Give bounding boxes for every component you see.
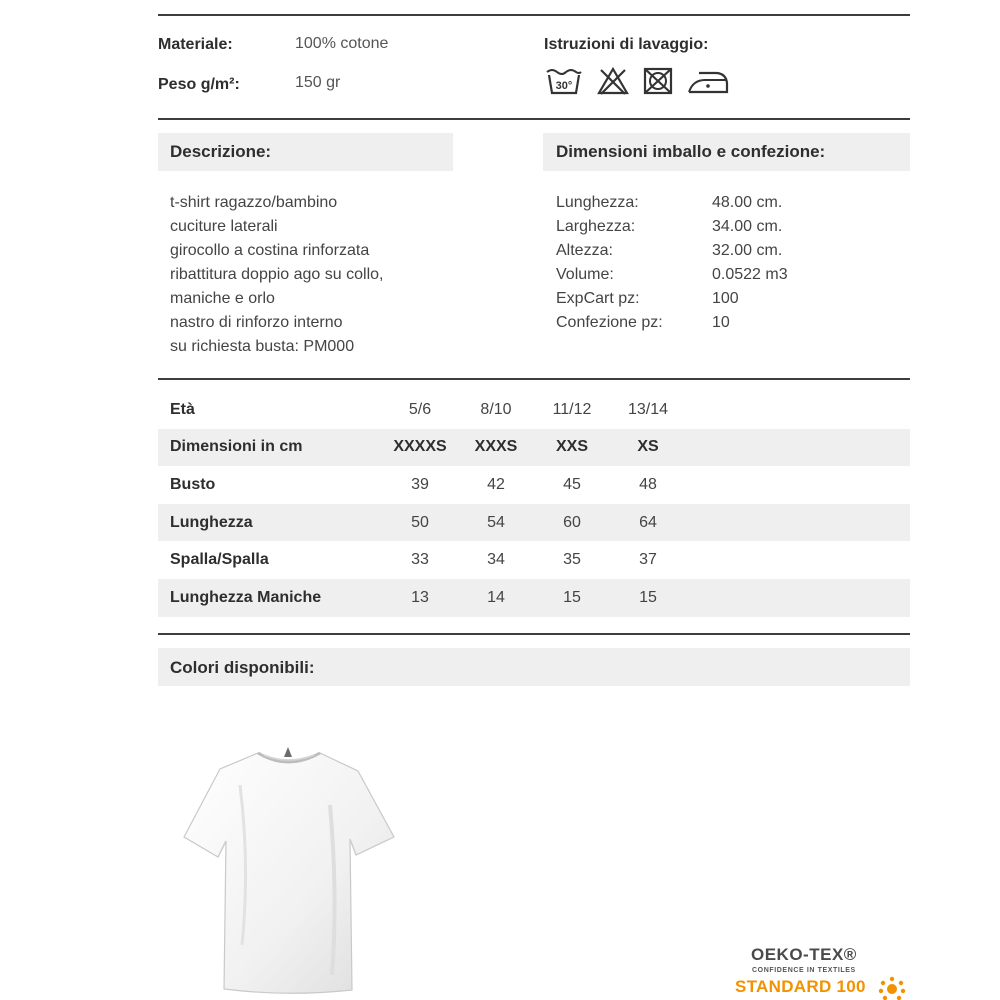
table-row-sizes	[158, 429, 910, 467]
packaging-value: 10	[712, 314, 730, 331]
table-cell: 45	[563, 475, 581, 493]
row-label: Busto	[170, 475, 216, 493]
table-cell: 15	[563, 588, 581, 606]
table-cell: 14	[487, 588, 505, 606]
wash-30-icon	[544, 66, 584, 96]
table-cell: 35	[563, 551, 581, 569]
packaging-label: Lunghezza:	[556, 194, 639, 211]
iron-low-icon	[687, 66, 729, 96]
row-label: Lunghezza	[170, 513, 253, 531]
oeko-tex-tagline: CONFIDENCE IN TEXTILES	[752, 967, 856, 974]
row-label: Spalla/Spalla	[170, 551, 269, 569]
white-tshirt-image	[180, 745, 398, 995]
packaging-value: 34.00 cm.	[712, 218, 783, 235]
packaging-label: Confezione pz:	[556, 314, 663, 331]
packaging-row	[556, 191, 788, 215]
table-cell: 8/10	[480, 400, 512, 418]
table-cell: 37	[639, 551, 657, 569]
wash-instructions-title: Istruzioni di lavaggio:	[544, 36, 709, 53]
packaging-value: 0.0522 m3	[712, 266, 788, 283]
description-line: cuciture laterali	[170, 218, 278, 235]
colors-title: Colori disponibili:	[170, 658, 315, 677]
section-divider	[158, 378, 910, 380]
row-label: Lunghezza Maniche	[170, 588, 322, 606]
packaging-title: Dimensioni imballo e confezione:	[556, 142, 826, 161]
description-line: maniche e orlo	[170, 290, 275, 307]
packaging-label: ExpCart pz:	[556, 290, 640, 307]
description-line: t-shirt ragazzo/bambino	[170, 194, 338, 211]
packaging-row	[556, 263, 788, 287]
table-cell: 33	[411, 551, 429, 569]
oeko-flower-icon	[874, 976, 910, 1000]
table-cell: 64	[639, 513, 657, 531]
oeko-tex-logo	[735, 945, 915, 1000]
table-row-age	[158, 391, 910, 429]
description-line: su richiesta busta: PM000	[170, 338, 355, 355]
packaging-label: Altezza:	[556, 242, 613, 259]
packaging-value: 100	[712, 290, 739, 307]
packaging-list	[556, 191, 788, 335]
no-bleach-icon	[597, 66, 629, 96]
weight-label: Peso g/m²:	[158, 76, 240, 93]
packaging-value: 32.00 cm.	[712, 242, 783, 259]
top-divider	[158, 14, 910, 16]
table-row-sleeve	[158, 579, 910, 617]
table-cell: 15	[639, 588, 657, 606]
table-row-length	[158, 504, 910, 542]
no-tumble-dry-icon	[642, 66, 674, 96]
wash-temp: 30°	[555, 80, 573, 92]
oeko-tex-standard: STANDARD 100	[735, 977, 866, 996]
wash-icons	[544, 66, 729, 96]
table-row-shoulder	[158, 541, 910, 579]
packaging-label: Larghezza:	[556, 218, 636, 235]
row-label: Dimensioni in cm	[170, 438, 303, 456]
description-line: ribattitura doppio ago su collo,	[170, 266, 384, 283]
description-line: girocollo a costina rinforzata	[170, 242, 370, 259]
packaging-value: 48.00 cm.	[712, 194, 783, 211]
material-value: 100% cotone	[295, 35, 389, 52]
table-cell: 13/14	[627, 400, 669, 418]
table-cell: XXXXS	[393, 438, 447, 456]
table-cell: 34	[487, 551, 505, 569]
table-cell: 54	[487, 513, 505, 531]
table-cell: 39	[411, 475, 429, 493]
table-cell: 11/12	[552, 400, 592, 418]
table-row-chest	[158, 466, 910, 504]
material-label: Materiale:	[158, 36, 233, 53]
table-cell: 50	[411, 513, 429, 531]
packaging-row	[556, 311, 788, 335]
table-cell: 60	[563, 513, 581, 531]
table-cell: XXXS	[474, 438, 518, 456]
description-line: nastro di rinforzo interno	[170, 314, 343, 331]
section-divider	[158, 118, 910, 120]
size-table	[158, 391, 910, 617]
table-cell: XS	[637, 438, 659, 456]
packaging-row	[556, 215, 788, 239]
packaging-row	[556, 287, 788, 311]
table-cell: 42	[487, 475, 505, 493]
packaging-label: Volume:	[556, 266, 614, 283]
table-cell: XXS	[555, 438, 588, 456]
row-label: Età	[170, 400, 195, 418]
oeko-tex-name: OEKO-TEX®	[751, 945, 857, 964]
description-title: Descrizione:	[170, 142, 272, 161]
packaging-row	[556, 239, 788, 263]
table-cell: 13	[411, 588, 429, 606]
table-cell: 48	[639, 475, 657, 493]
section-divider	[158, 633, 910, 635]
description-list	[170, 191, 383, 359]
weight-value: 150 gr	[295, 74, 341, 91]
table-cell: 5/6	[408, 400, 432, 418]
